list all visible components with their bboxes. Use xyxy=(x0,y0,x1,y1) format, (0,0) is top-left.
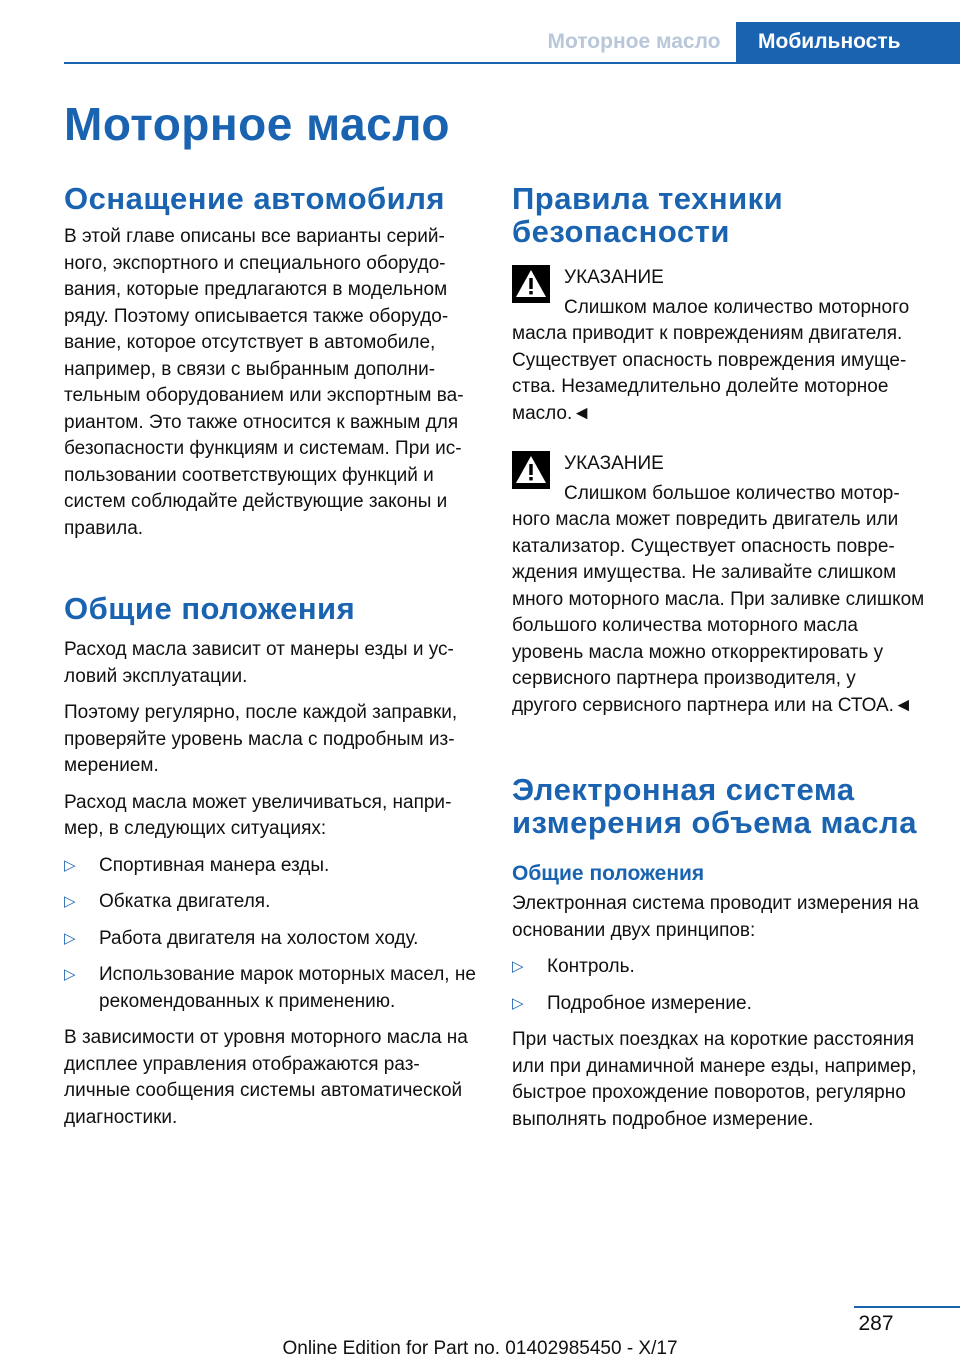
header-chapter-tab[interactable]: Моторное масло xyxy=(547,30,721,53)
electronic-heading: Электронная система измерения объема масла xyxy=(512,772,917,840)
warning-notice-2 xyxy=(512,451,926,719)
electronic-subheading: Общие положения xyxy=(512,862,705,885)
warning-label: УКАЗАНИЕ xyxy=(564,267,664,288)
warning-text: Слишком малое количество моторного масла приводит к повреждениям двигателя. Существует опасность повреждения имущества. Незамедлительно долейте моторное масло.◄ xyxy=(512,296,910,424)
triangle-bullet-icon: ▷ xyxy=(64,966,76,983)
measurement-list xyxy=(512,954,926,1017)
general-paragraph-2: Поэтому регулярно, после каждой заправки, проверяйте уровень масла с подробным измерением. xyxy=(64,702,458,776)
footer-rule xyxy=(854,1306,960,1308)
footer-edition: Online Edition for Part no. 01402985450 - X/17 xyxy=(282,1338,678,1359)
warning-triangle-icon xyxy=(512,451,550,489)
equipment-heading: Оснащение автомобиля xyxy=(64,181,445,216)
page-title: Моторное масло xyxy=(64,98,450,150)
list-item: ▷ Обкатка двигателя. xyxy=(64,889,478,916)
warning-triangle-icon xyxy=(512,265,550,303)
general-heading: Общие положения xyxy=(64,591,356,626)
right-column xyxy=(512,182,926,1133)
general-paragraph-4: В зависимости от уровня моторного масла на дисплее управления отображаются различные сообщения системы автоматической диагностики. xyxy=(64,1027,468,1128)
general-paragraph-3: Расход масла может увеличиваться, например, в следующих ситуациях: xyxy=(64,791,452,839)
equipment-text: В этой главе описаны все варианты серийного, экспортного и специального оборудования, которые предлагаются в модельном ряду. Поэтому описывается также оборудование, которое отсутствует в автомобиле, например, в связи с выбранным дополнительным оборудованием или экспортным вариантом. Это также относится к важным для безопасности функциям и системам. При использовании соответствующих функций и систем соблюдайте действующие законы и правила. xyxy=(64,226,464,539)
triangle-bullet-icon: ▷ xyxy=(64,893,76,910)
list-item: ▷ Использование марок моторных масел, не рекомендованных к применению. xyxy=(64,964,476,1012)
triangle-bullet-icon: ▷ xyxy=(512,994,524,1012)
triangle-bullet-icon: ▷ xyxy=(64,856,76,874)
electronic-paragraph-2: При частых поездках на короткие расстояния или при динамичной манере езды, например, быстрое прохождение поворотов, регулярно выполнять подробное измерение. xyxy=(512,1029,917,1130)
triangle-bullet-icon: ▷ xyxy=(512,958,524,975)
page-number: 287 xyxy=(858,1312,894,1335)
warning-notice-1 xyxy=(512,265,926,427)
triangle-bullet-icon: ▷ xyxy=(64,929,76,947)
safety-heading: Правила техники безопасности xyxy=(512,181,784,249)
list-item: ▷ Спортивная манера езды. xyxy=(64,853,478,880)
general-paragraph-1: Расход масла зависит от манеры езды и условий эксплуатации. xyxy=(64,639,454,687)
list-item: ▷ Подробное измерение. xyxy=(512,991,926,1018)
left-column xyxy=(64,182,478,1131)
warning-text: Слишком большое количество моторного масла может повредить двигатель или катализатор. Существует опасность повреждения имущества. Не заливайте слишком много моторного масла. При заливке слишком большого количества моторного масла уровень масла можно откорректировать у сервисного партнера производителя, у другого сервисного партнера или на СТОА.◄ xyxy=(512,482,925,716)
list-item: ▷ Работа двигателя на холостом ходу. xyxy=(64,926,478,953)
warning-label: УКАЗАНИЕ xyxy=(564,453,664,474)
electronic-paragraph-1: Электронная система проводит измерения на основании двух принципов: xyxy=(512,893,919,941)
header-rule xyxy=(64,62,960,64)
consumption-list xyxy=(64,853,478,1016)
header-section-tab[interactable]: Мобильность xyxy=(736,22,960,62)
list-item: ▷ Контроль. xyxy=(512,954,926,981)
